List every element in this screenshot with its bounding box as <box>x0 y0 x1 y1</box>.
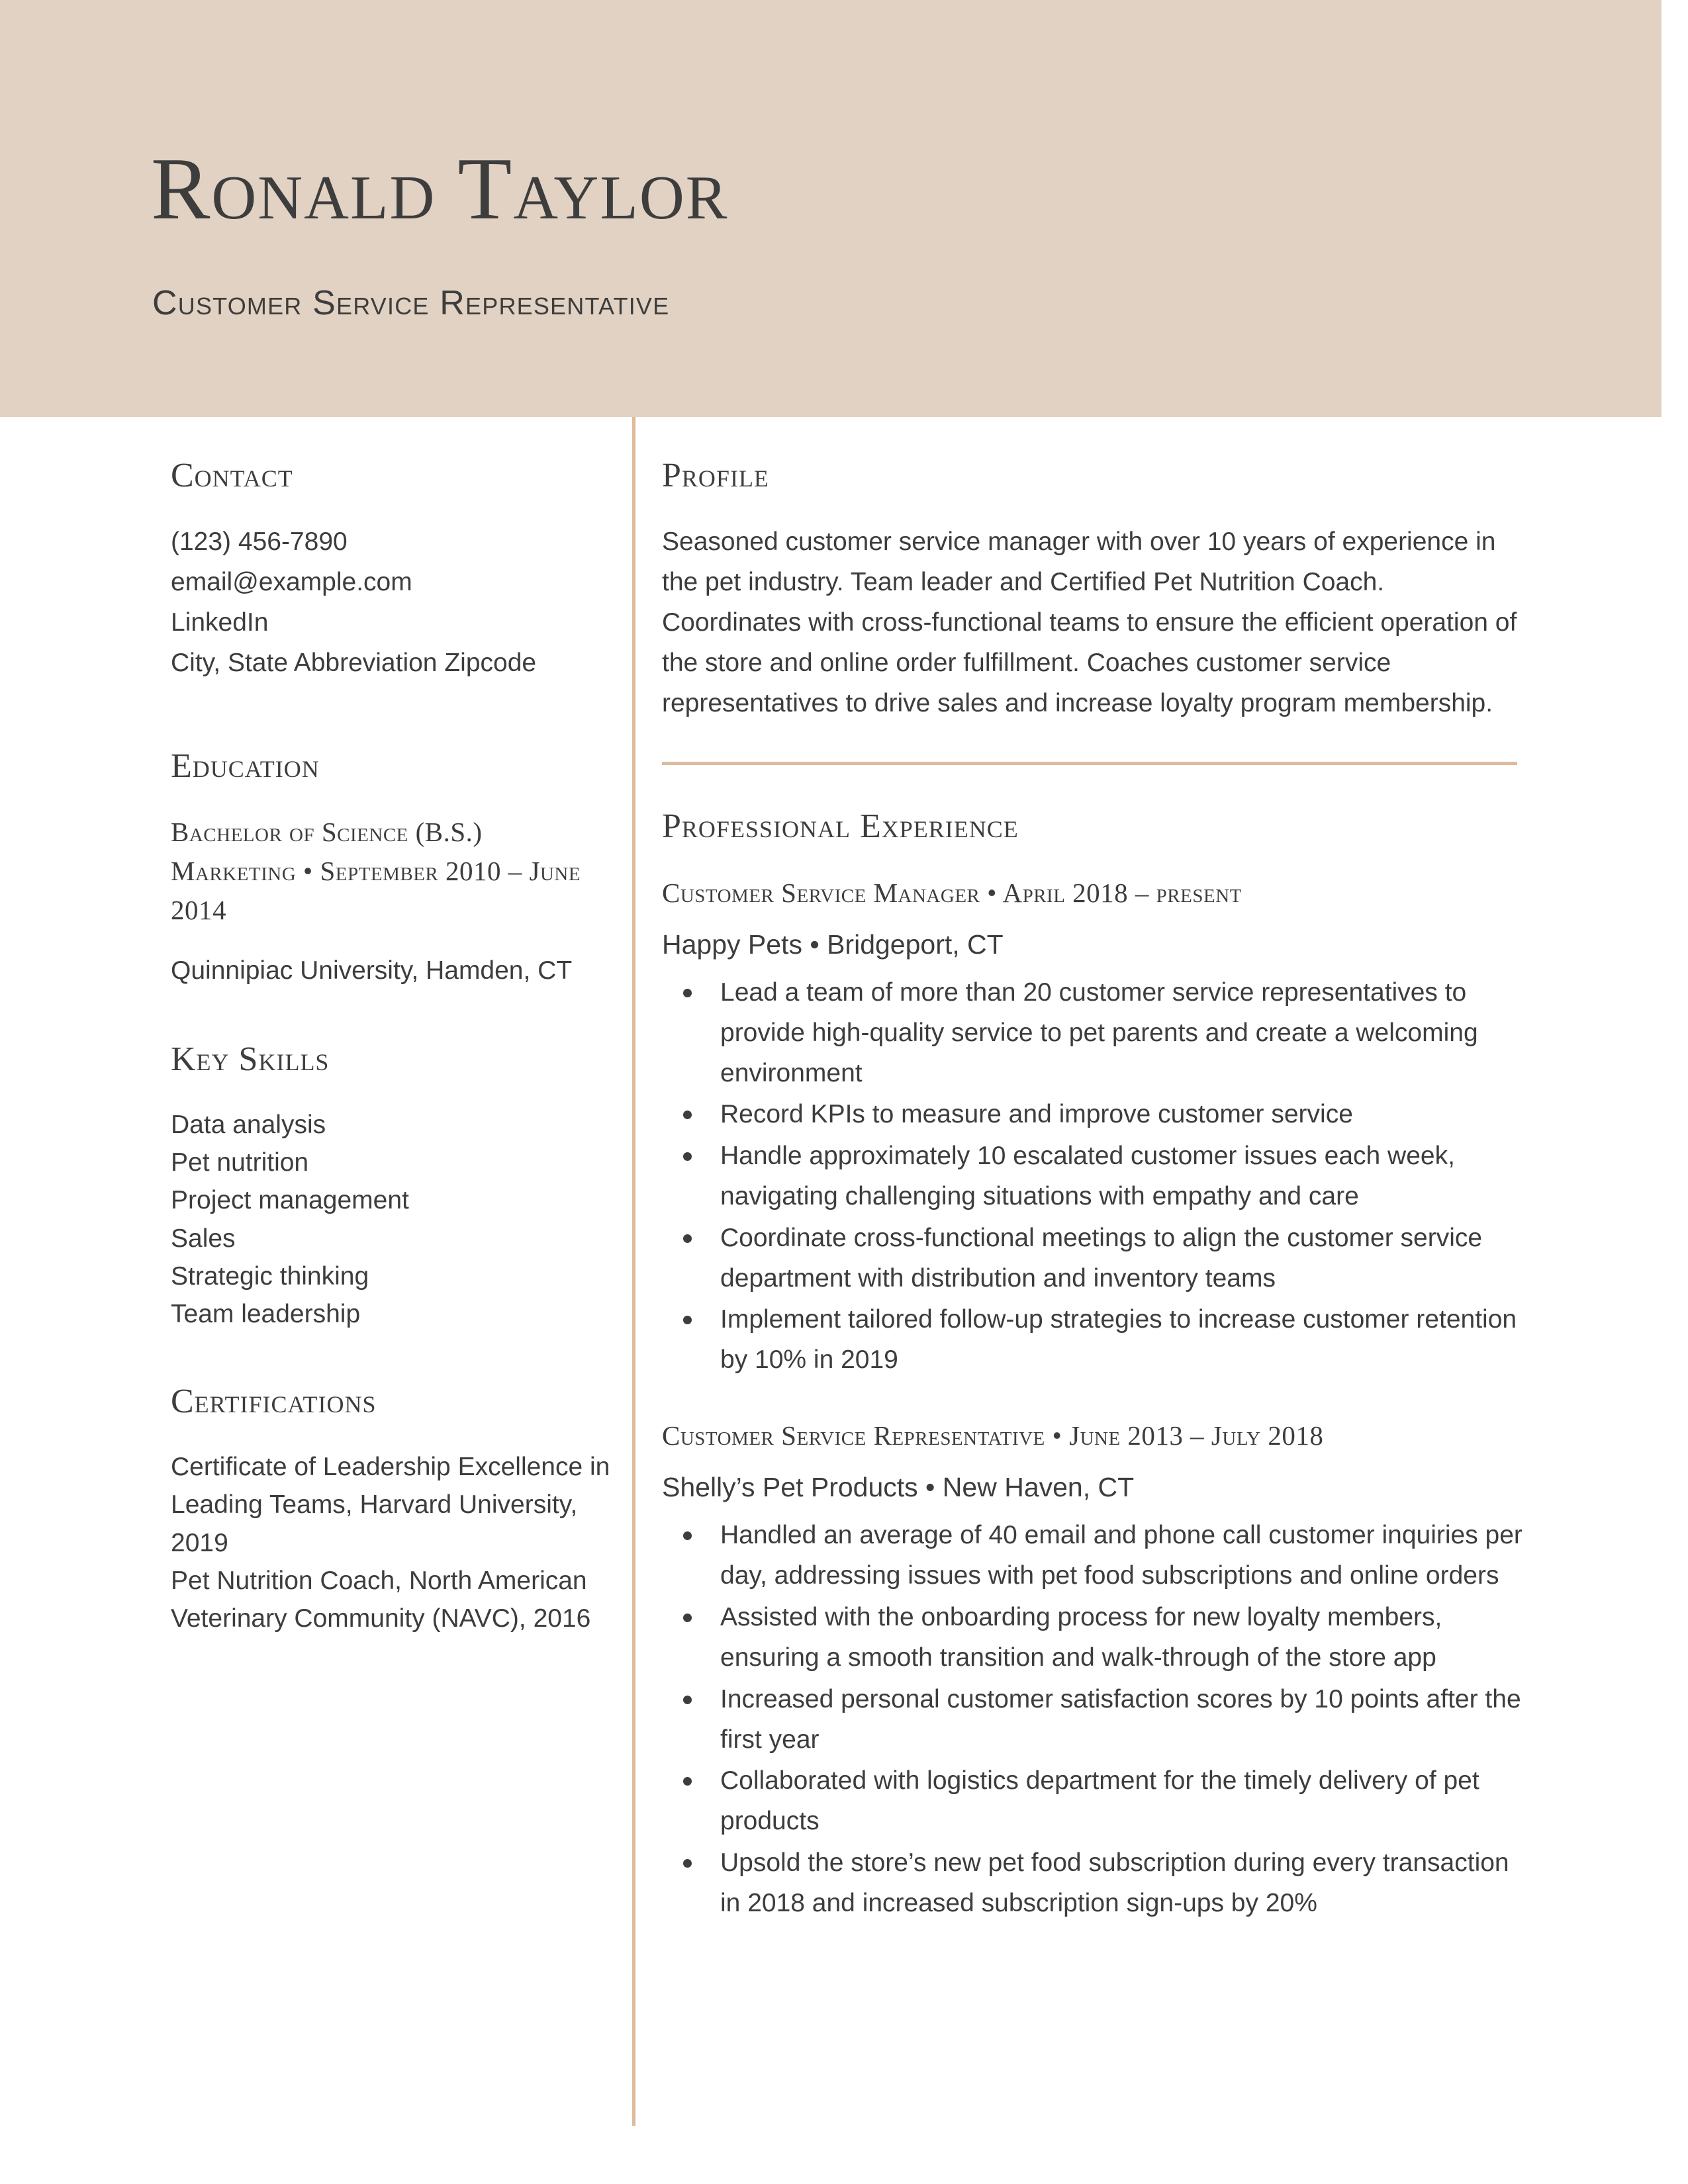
bullet-dot-icon <box>683 1531 692 1540</box>
bullet-dot-icon <box>683 1614 692 1622</box>
contact-address: City, State Abbreviation Zipcode <box>171 648 537 677</box>
section-professional-experience <box>662 807 1523 1923</box>
section-heading-contact: Contact <box>171 457 293 494</box>
resume-header-band <box>0 0 1662 417</box>
bullet-text: Collaborated with logistics department for the timely delivery of pet products <box>720 1766 1479 1836</box>
section-heading-key-skills: Key Skills <box>171 1040 330 1078</box>
bullet-text: Assisted with the onboarding process for new loyalty members, ensuring a smooth transition and walk-through of the store app <box>720 1603 1442 1672</box>
bullet-text: Implement tailored follow-up strategies to increase customer retention by 10% in 2019 <box>720 1305 1517 1375</box>
list-item: Team leadership <box>171 1300 361 1329</box>
job-bullet-list <box>662 973 1523 1381</box>
bullet-text: Handle approximately 10 escalated customer issues each week, navigating challenging situations with empathy and care <box>720 1142 1455 1210</box>
bullet-dot-icon <box>683 1111 692 1119</box>
list-item <box>662 1136 1523 1217</box>
bullet-text: Lead a team of more than 20 customer service representatives to provide high-quality service to pet parents and create a welcoming environment <box>720 978 1478 1087</box>
job-title-and-dates: Customer Service Representative • June 2013 – July 2018 <box>662 1420 1324 1451</box>
bullet-dot-icon <box>683 1234 692 1243</box>
bullet-dot-icon <box>683 1859 692 1868</box>
education-school: Quinnipiac University, Hamden, CT <box>171 956 573 985</box>
bullet-dot-icon <box>683 1152 692 1161</box>
list-item <box>662 1598 1523 1678</box>
section-contact <box>171 457 616 684</box>
section-heading-experience: Professional Experience <box>662 807 1019 846</box>
list-item: Strategic thinking <box>171 1262 369 1291</box>
job-title-and-dates: Customer Service Manager • April 2018 – present <box>662 877 1242 908</box>
list-item <box>662 1095 1523 1135</box>
list-item <box>662 1761 1523 1842</box>
header-job-title: Customer Service Representative <box>152 284 670 322</box>
job-bullet-list <box>662 1516 1523 1923</box>
section-key-skills <box>171 1040 616 1334</box>
education-field-dates: Marketing • September 2010 – June 2014 <box>171 855 581 925</box>
job-company-location: Happy Pets • Bridgeport, CT <box>662 929 1004 960</box>
bullet-text: Increased personal customer satisfaction scores by 10 points after the first year <box>720 1684 1521 1754</box>
bullet-text: Upsold the store’s new pet food subscription during every transaction in 2018 and increased subscription sign-ups by 20% <box>720 1848 1509 1917</box>
list-item: Sales <box>171 1224 236 1253</box>
bullet-dot-icon <box>683 1316 692 1324</box>
list-item: Certificate of Leadership Excellence in Leading Teams, Harvard University, 2019 <box>171 1452 610 1557</box>
main-column <box>662 457 1523 1960</box>
contact-list <box>171 522 616 683</box>
contact-linkedin[interactable]: LinkedIn <box>171 608 269 637</box>
list-item <box>662 1843 1523 1924</box>
section-certifications <box>171 1383 616 1638</box>
bullet-dot-icon <box>683 1777 692 1786</box>
list-item <box>662 1218 1523 1299</box>
bullet-dot-icon <box>683 1696 692 1704</box>
list-item <box>662 973 1523 1093</box>
contact-phone[interactable]: (123) 456-7890 <box>171 527 348 557</box>
bullet-text: Coordinate cross-functional meetings to align the customer service department with distribution and inventory teams <box>720 1223 1483 1293</box>
profile-summary-text: Seasoned customer service manager with over 10 years of experience in the pet industry. Team leader and Certified Pet Nutrition Coach. Coordinates with cross-functional teams to ensure the efficient operation of the store and online order fulfillment. Coaches customer service representatives to drive sales and increase loyalty program membership. <box>662 527 1517 717</box>
key-skills-list <box>171 1106 616 1334</box>
list-item: Pet Nutrition Coach, North American Veterinary Community (NAVC), 2016 <box>171 1566 591 1633</box>
list-item <box>662 1300 1523 1381</box>
list-item: Pet nutrition <box>171 1148 309 1177</box>
bullet-text: Record KPIs to measure and improve customer service <box>720 1100 1353 1129</box>
contact-email[interactable]: email@example.com <box>171 568 412 597</box>
section-profile <box>662 457 1523 723</box>
experience-entry <box>662 1416 1523 1924</box>
list-item: Project management <box>171 1186 409 1215</box>
section-education <box>171 747 616 991</box>
certifications-list <box>171 1448 616 1638</box>
bullet-text: Handled an average of 40 email and phone call customer inquiries per day, addressing issues with pet food subscriptions and online orders <box>720 1521 1523 1590</box>
section-divider-rule <box>662 762 1517 765</box>
job-company-location: Shelly’s Pet Products • New Haven, CT <box>662 1472 1135 1503</box>
experience-entry <box>662 874 1523 1381</box>
education-degree: Bachelor of Science (B.S.) <box>171 816 483 847</box>
section-heading-certifications: Certifications <box>171 1382 377 1420</box>
list-item <box>662 1680 1523 1760</box>
column-divider <box>632 417 635 2126</box>
section-heading-profile: Profile <box>662 457 769 494</box>
section-heading-education: Education <box>171 747 320 785</box>
page-title: Ronald Taylor <box>151 140 729 238</box>
bullet-dot-icon <box>683 989 692 997</box>
list-item: Data analysis <box>171 1110 326 1139</box>
sidebar-column <box>171 457 616 1702</box>
list-item <box>662 1516 1523 1596</box>
